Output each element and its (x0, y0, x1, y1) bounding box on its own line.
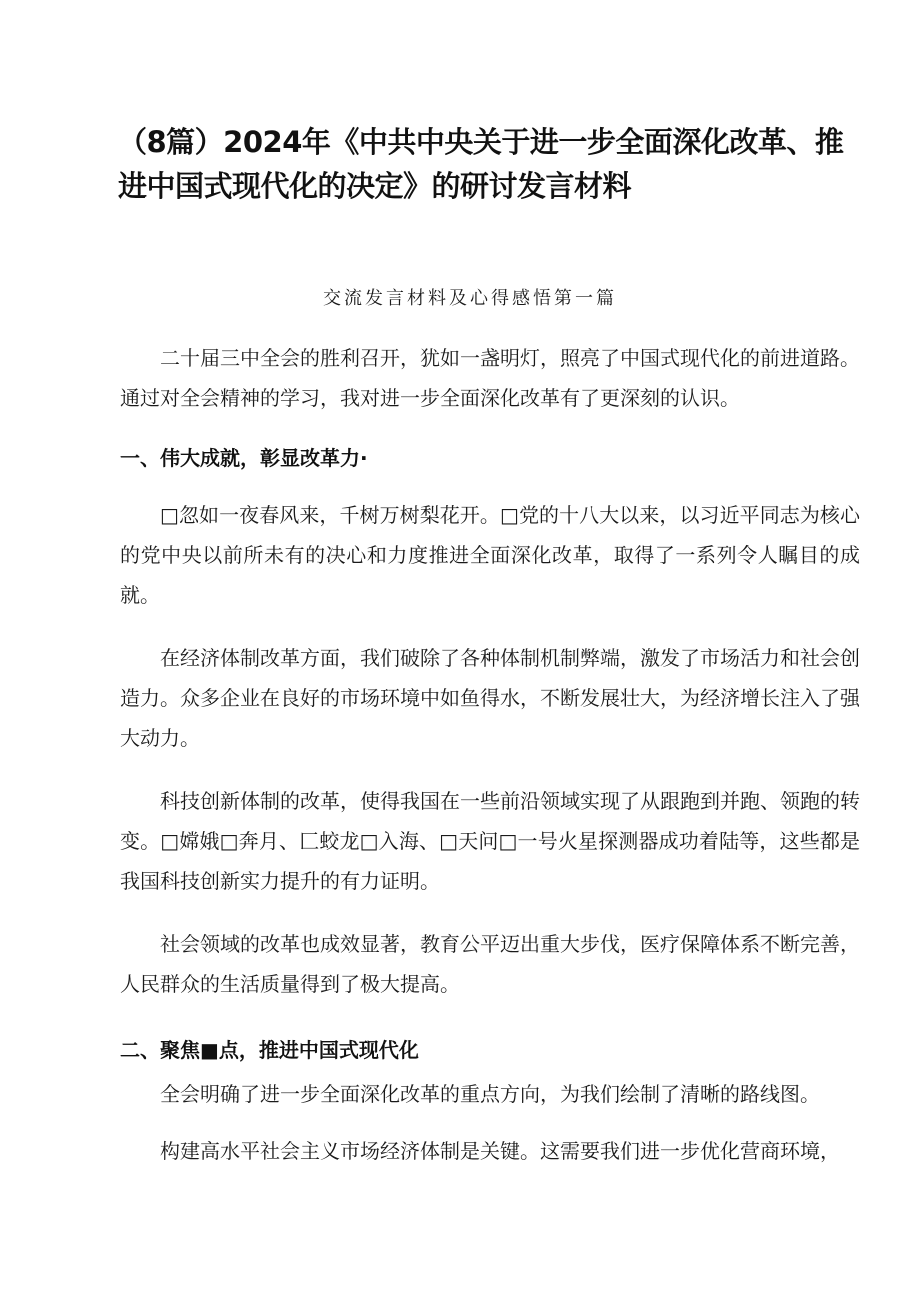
paragraph: 社会领域的改革也成效显著，教育公平迈出重大步伐，医疗保障体系不断完善，人民群众的生活质量得到了极大提高。 (120, 932, 860, 996)
section-heading: 一、伟大成就，彰显改革力· (120, 446, 368, 470)
paragraph: 二十届三中全会的胜利召开，犹如一盏明灯，照亮了中国式现代化的前进道路。通过对全会精神的学习，我对进一步全面深化改革有了更深刻的认识。 (120, 346, 860, 410)
section-subtitle: 交流发言材料及心得感悟第一篇 (323, 288, 617, 309)
section-heading: 二、聚焦■点，推进中国式现代化 (120, 1038, 419, 1062)
paragraph: 全会明确了进一步全面深化改革的重点方向，为我们绘制了清晰的路线图。 (160, 1082, 820, 1106)
paragraph: 科技创新体制的改革，使得我国在一些前沿领域实现了从跟跑到并跑、领跑的转变。□嫦娥□奔月、匚蛟龙□入海、□天问□一号火星探测器成功着陆等，这些都是我国科技创新实力提升的有力证明。 (120, 789, 860, 893)
paragraph: 在经济体制改革方面，我们破除了各种体制机制弊端，激发了市场活力和社会创造力。众多企业在良好的市场环境中如鱼得水，不断发展壮大，为经济增长注入了强大动力。 (120, 646, 860, 750)
document-title: （8篇）2024年《中共中央关于进一步全面深化改革、推进中国式现代化的决定》的研讨发言材料 (118, 125, 844, 203)
paragraph: 构建高水平社会主义市场经济体制是关键。这需要我们进一步优化营商环境， (160, 1139, 840, 1163)
paragraph: □忽如一夜春风来，千树万树梨花开。□党的十八大以来，以习近平同志为核心的党中央以前所未有的决心和力度推进全面深化改革，取得了一系列令人瞩目的成就。 (120, 503, 860, 607)
